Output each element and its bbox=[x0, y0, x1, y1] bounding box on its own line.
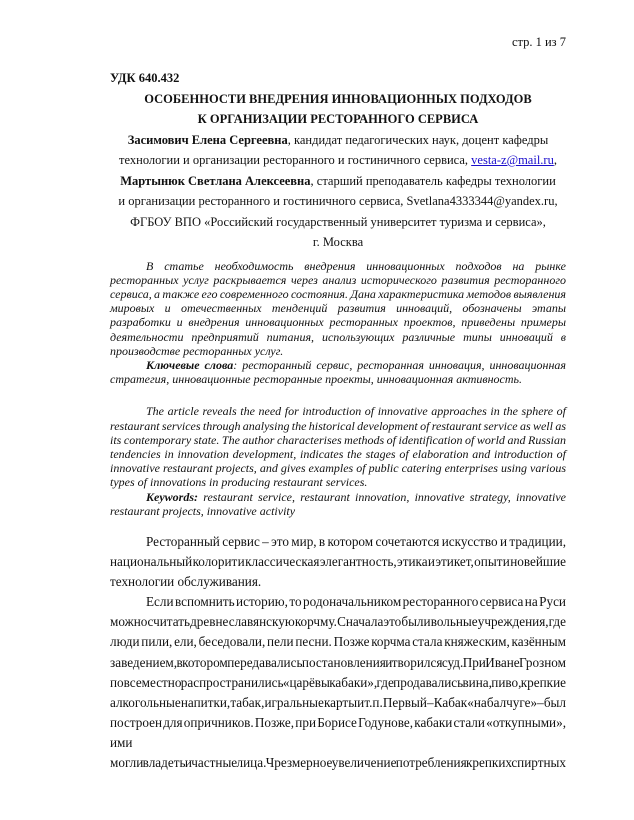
page-number: стр. 1 из 7 bbox=[511, 35, 566, 49]
paragraph-line: можно считать древнеславянскую корчму. Сначала это были вольные учреждения, где bbox=[110, 614, 566, 630]
abstract-line: its contemporary state. The author characterises methods of identification of world and Russian bbox=[110, 432, 566, 447]
abstract-line: деятельности предприятий питания, использующих различные типы инноваций в bbox=[110, 329, 566, 344]
paragraph-line: повсеместно распространились «царёвы кабаки», где продавались вина, пиво, крепкие bbox=[110, 674, 566, 690]
abstract-russian bbox=[110, 259, 566, 387]
keywords-en-line-2: restaurant projects, innovative activity bbox=[110, 503, 296, 518]
author-1-line bbox=[110, 130, 566, 151]
comma: , bbox=[553, 153, 557, 167]
abstract-line: tendencies in innovation development, indicates the stages of elaboration and introduction of bbox=[110, 446, 566, 461]
paragraph-line: могли владеть и частные лица. Чрезмерное увеличение потребления крепких спиртных bbox=[110, 754, 566, 770]
article-title-line-1: ОСОБЕННОСТИ ВНЕДРЕНИЯ ИННОВАЦИОННЫХ ПОДХОДОВ bbox=[144, 91, 532, 106]
paragraph-line: заведением, в котором передавались постановления и творился суд. При Иване Грозном bbox=[110, 654, 566, 670]
abstract-line: ресторанных услуг раскрывается через анализ исторического развития ресторанного bbox=[110, 272, 566, 287]
keywords-label: Ключевые слова bbox=[146, 357, 234, 372]
author-2-name: Мартынюк Светлана Алексеевна bbox=[120, 173, 311, 188]
keywords-text: restaurant service, restaurant innovation, innovative strategy, innovative bbox=[198, 489, 566, 504]
keywords-ru bbox=[110, 358, 566, 372]
abstract-line: innovative restaurant projects, and gives examples of public catering enterprises using various bbox=[110, 461, 566, 476]
keywords-text: : ресторанный сервис, ресторанная инновация, инновационная bbox=[233, 357, 566, 372]
paragraph-line: Ресторанный сервис – это мир, в котором сочетаются искусство и традиции, bbox=[146, 533, 566, 549]
author-1-position: , кандидат педагогических наук, доцент кафедры bbox=[287, 132, 549, 147]
page-content bbox=[110, 0, 566, 813]
paragraph-line: технологии обслуживания. bbox=[110, 574, 262, 590]
udk-code: УДК 640.432 bbox=[110, 71, 180, 85]
author-1-department: технологии и организации ресторанного и гостиничного сервиса, bbox=[119, 153, 472, 167]
author-2-line bbox=[110, 171, 566, 192]
paragraph-line: построен для опричников. Позже, при Борисе Годунове, кабаки стали «откупными», ими bbox=[110, 714, 566, 750]
organization: ФГБОУ ВПО «Российский государственный университет туризма и сервиса», bbox=[130, 214, 546, 229]
abstract-english bbox=[110, 404, 566, 518]
abstract-line: В статье необходимость внедрения инновационных подходов на рынке bbox=[146, 258, 566, 273]
abstract-line: разработки и внедрения инновационных ресторанных проектов, приведены примеры bbox=[110, 315, 566, 330]
paragraph-line: люди пили, ели, беседовали, пели песни. Позже корчма стала княжеским, казённым bbox=[110, 634, 566, 650]
paragraph-line: алкогольные напитки, табак, игральные карты и т.п. Первый – Кабак «на балчуге» – был bbox=[110, 694, 566, 710]
author-2-position: , старший преподаватель кафедры технологии bbox=[310, 173, 556, 188]
author-1-name: Засимович Елена Сергеевна bbox=[127, 132, 288, 147]
article-title-line-2: К ОРГАНИЗАЦИИ РЕСТОРАННОГО СЕРВИСА bbox=[197, 112, 479, 126]
author-1-affiliation bbox=[110, 150, 566, 171]
keywords-label: Keywords: bbox=[146, 489, 198, 504]
paragraph-line: национальный колорит и классическая элегантность, этика и этикет, опыт и новейшие bbox=[110, 554, 566, 570]
author-1-email-link[interactable]: vesta-z@mail.ru bbox=[471, 153, 554, 167]
author-2-affiliation: и организации ресторанного и гостиничного сервиса, Svetlana4333344@yandex.ru, bbox=[118, 194, 558, 208]
article-header bbox=[110, 68, 566, 253]
abstract-line: types of innovations in producing restaurant services. bbox=[110, 475, 368, 490]
city: г. Москва bbox=[312, 235, 364, 249]
abstract-line: мировых и отечественных тенденций развития инноваций, обозначены этапы bbox=[110, 301, 566, 316]
keywords-en bbox=[110, 490, 566, 504]
keywords-ru-line-2: стратегия, инновационные ресторанные проекты, инновационная активность. bbox=[110, 372, 522, 387]
abstract-line: производстве ресторанных услуг. bbox=[110, 343, 284, 358]
abstract-line: restaurant services through analysing the historical development of restaurant service as well as bbox=[110, 418, 566, 433]
abstract-line: сервиса, а также его современного состояния. Дана характеристика методов выявления bbox=[110, 286, 566, 301]
abstract-line: The article reveals the need for introduction of innovative approaches in the sphere of bbox=[146, 404, 566, 419]
paragraph-line: Если вспомнить историю, то родоначальником ресторанного сервиса на Руси bbox=[146, 594, 566, 610]
body-text bbox=[110, 532, 566, 773]
